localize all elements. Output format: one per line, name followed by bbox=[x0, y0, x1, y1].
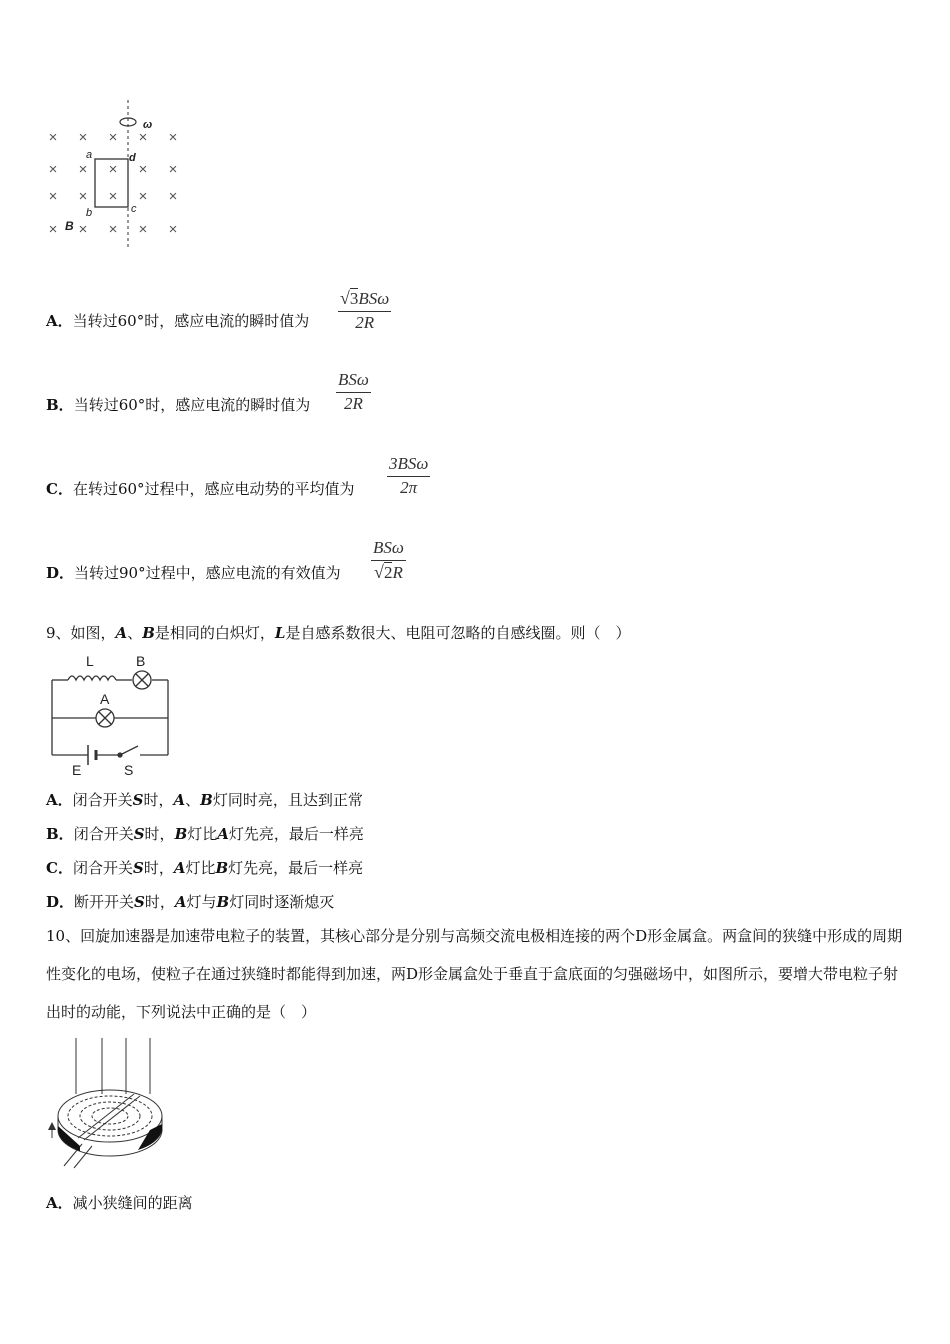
coil-in-field-figure bbox=[40, 98, 200, 248]
label-B: B bbox=[136, 653, 146, 669]
option-letter: D． bbox=[46, 564, 75, 582]
label-b: b bbox=[86, 207, 93, 219]
field-cross: × bbox=[48, 221, 58, 238]
label-d: d bbox=[129, 152, 136, 164]
inductor-coil bbox=[68, 676, 116, 680]
field-cross: × bbox=[108, 221, 118, 238]
field-cross: × bbox=[138, 188, 148, 205]
q8-option-d-fraction: BSω √ 2 R bbox=[373, 538, 404, 582]
label-B: B bbox=[65, 219, 74, 233]
field-cross: × bbox=[168, 188, 178, 205]
label-S: S bbox=[124, 762, 134, 778]
label-A: A bbox=[100, 691, 110, 707]
q8-option-a-fraction: √ 3 BSω 2R bbox=[340, 288, 390, 332]
omega-label: ω bbox=[143, 119, 153, 131]
field-cross: × bbox=[138, 129, 148, 146]
field-cross: × bbox=[78, 188, 88, 205]
option-letter: C． bbox=[46, 480, 73, 498]
label-L: L bbox=[86, 653, 94, 669]
field-cross: × bbox=[108, 129, 118, 146]
field-cross: × bbox=[108, 161, 118, 178]
option-letter: B． bbox=[46, 396, 74, 414]
cyclotron-figure bbox=[40, 1034, 175, 1174]
label-c: c bbox=[131, 203, 137, 215]
q10-option-a[interactable]: A．减小狭缝间的距离 bbox=[46, 1194, 193, 1212]
field-cross: × bbox=[168, 221, 178, 238]
field-cross: × bbox=[48, 161, 58, 178]
q8-option-c[interactable] bbox=[46, 479, 355, 499]
field-cross: × bbox=[168, 129, 178, 146]
option-text: 当转过60°时，感应电流的瞬时值为 bbox=[72, 312, 310, 330]
switch-s bbox=[122, 746, 138, 754]
label-E: E bbox=[72, 762, 82, 778]
q8-option-b-fraction: BSω 2R bbox=[338, 370, 369, 413]
q9-option-a[interactable]: A．闭合开关S时，A、B灯同时亮，且达到正常 bbox=[46, 791, 363, 809]
field-cross: × bbox=[78, 221, 88, 238]
field-cross: × bbox=[138, 161, 148, 178]
field-cross: × bbox=[78, 129, 88, 146]
field-cross: × bbox=[48, 188, 58, 205]
q8-option-c-fraction: 3BSω 2π bbox=[389, 454, 429, 497]
q9-stem: 9、如图，A、B是相同的白炽灯，L是自感系数很大、电阻可忽略的自感线圈。则（ ） bbox=[46, 624, 631, 642]
field-cross: × bbox=[168, 161, 178, 178]
option-text: 当转过60°时，感应电流的瞬时值为 bbox=[73, 396, 311, 414]
option-text: 在转过60°过程中，感应电动势的平均值为 bbox=[72, 480, 355, 498]
option-letter: A． bbox=[46, 312, 73, 330]
option-text: 当转过90°过程中，感应电流的有效值为 bbox=[74, 564, 341, 582]
q9-option-d[interactable]: D．断开开关S时，A灯与B灯同时逐渐熄灭 bbox=[46, 893, 335, 911]
q9-option-c[interactable]: C．闭合开关S时，A灯比B灯先亮，最后一样亮 bbox=[46, 859, 364, 877]
q8-option-b[interactable] bbox=[46, 395, 310, 415]
q8-option-a[interactable] bbox=[46, 311, 309, 331]
field-cross: × bbox=[138, 221, 148, 238]
label-a: a bbox=[86, 149, 93, 161]
q10-stem: 10、回旋加速器是加速带电粒子的装置，其核心部分是分别与高频交流电极相连接的两个D形金属盒。两盒间的狭缝中形成的周期性变化的电场，使粒子在通过狭缝时都能得到加速，两D形金属盒处于垂直于盒底面的匀强磁场中，如图所示，要增大带电粒子射出时的动能，下列说法中正确的是（ ） bbox=[46, 927, 903, 1021]
field-cross: × bbox=[48, 129, 58, 146]
self-inductance-circuit bbox=[44, 650, 179, 782]
q8-option-d[interactable] bbox=[46, 563, 341, 583]
field-cross: × bbox=[108, 188, 118, 205]
q9-option-b[interactable]: B．闭合开关S时，B灯比A灯先亮，最后一样亮 bbox=[46, 825, 364, 843]
field-cross: × bbox=[78, 161, 88, 178]
